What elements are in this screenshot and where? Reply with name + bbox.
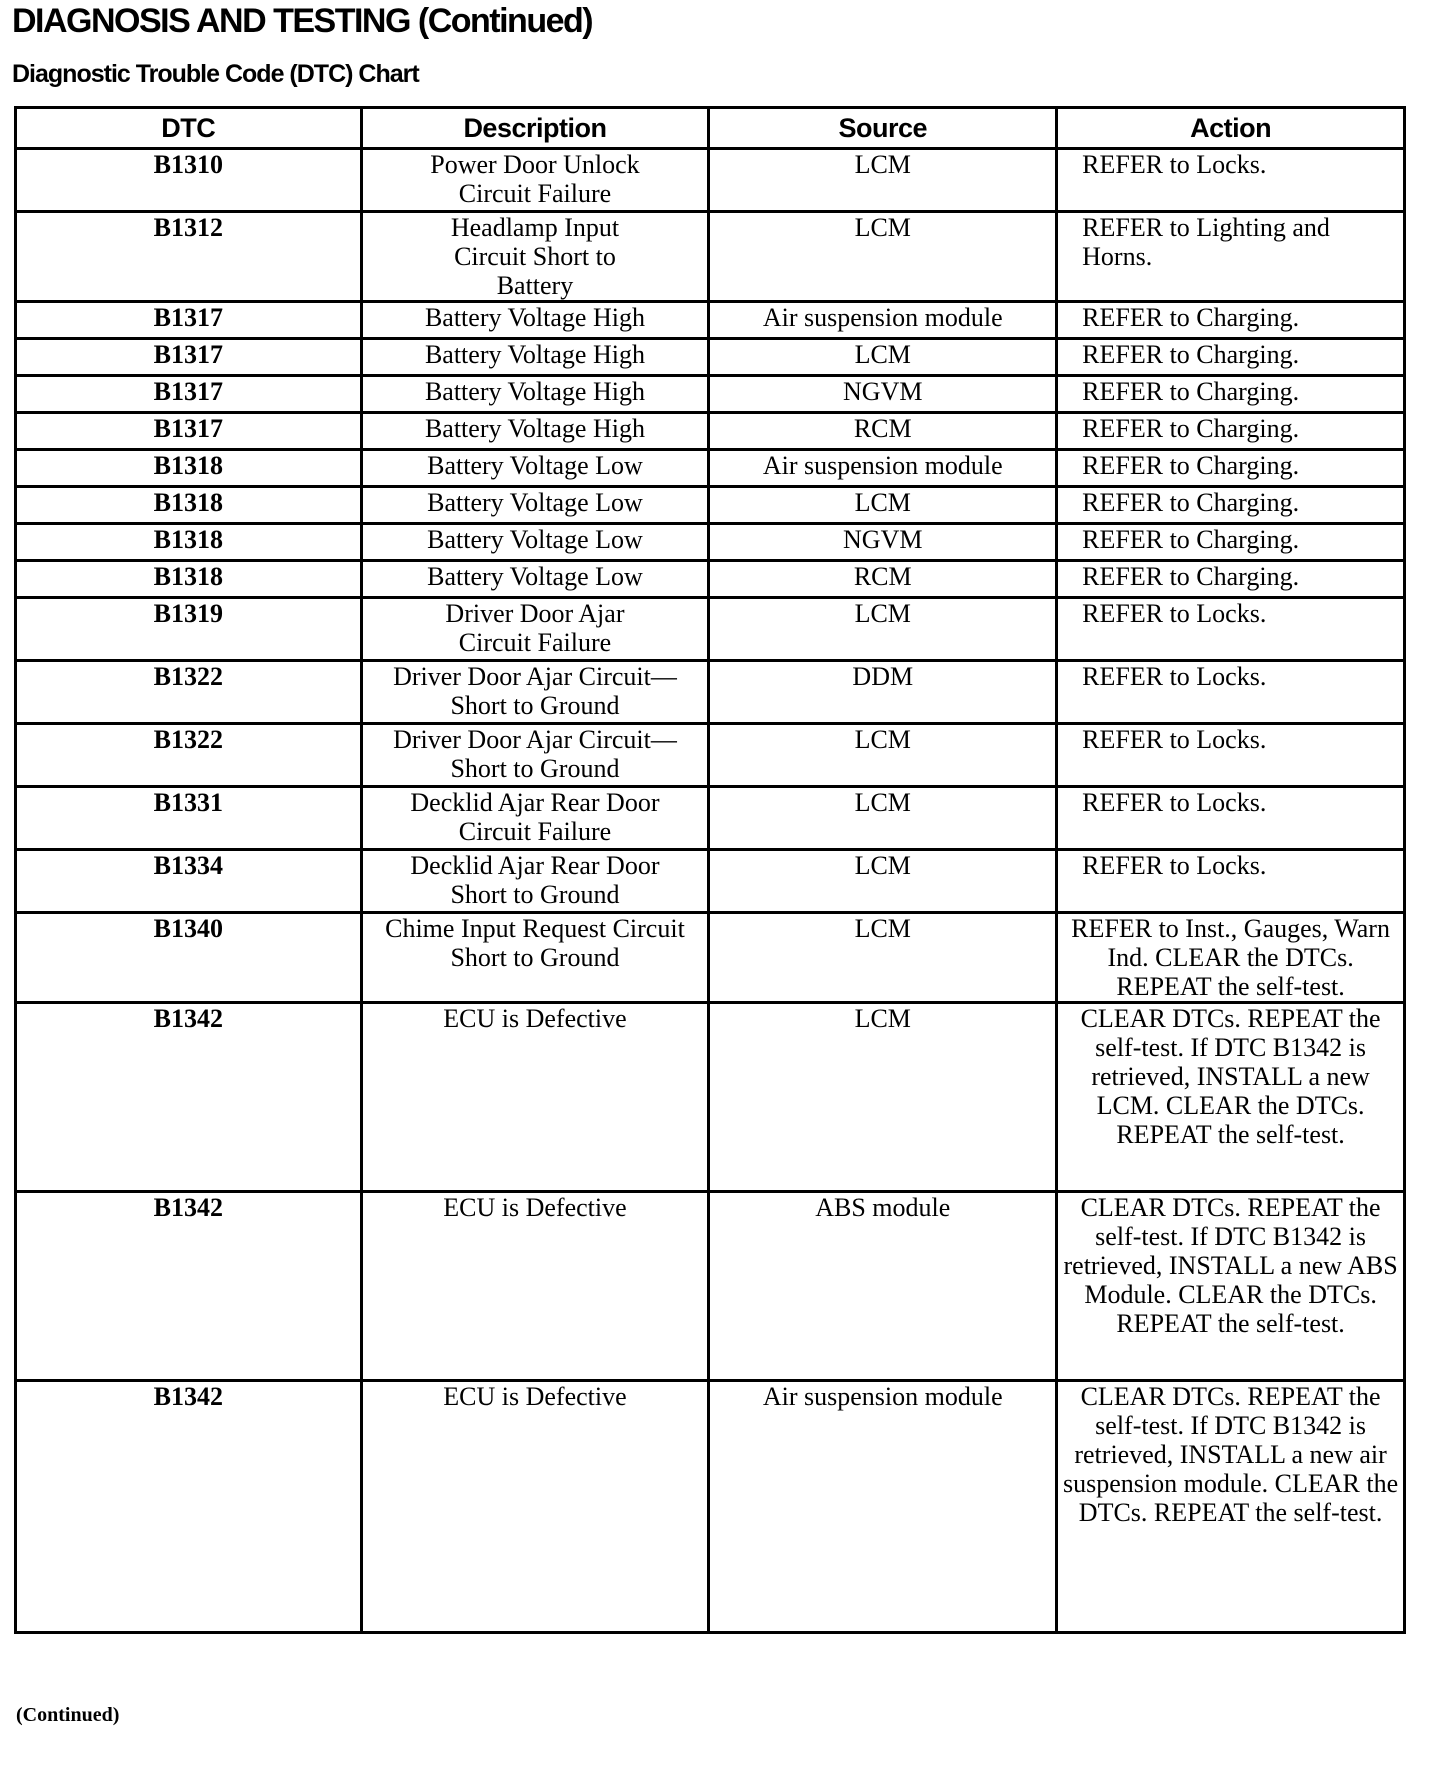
column-header-action: Action — [1057, 108, 1405, 149]
action-text: REFER to Charging. — [1082, 303, 1300, 332]
description: ECU is Defective — [361, 1381, 709, 1633]
action — [1057, 413, 1405, 450]
description-text: Headlamp Input Circuit Short to Battery — [450, 213, 620, 300]
source: DDM — [709, 661, 1057, 724]
dtc-code: B1310 — [16, 149, 362, 212]
description-text: Driver Door Ajar Circuit—Short to Ground — [393, 725, 677, 783]
table-row — [16, 561, 1405, 598]
table-row — [16, 661, 1405, 724]
description — [361, 913, 709, 1003]
action — [1057, 1381, 1405, 1633]
action — [1057, 913, 1405, 1003]
dtc-code: B1322 — [16, 724, 362, 787]
action-text: REFER to Charging. — [1082, 377, 1300, 406]
action-text: REFER to Locks. — [1082, 788, 1267, 817]
description-text: Decklid Ajar Rear Door Circuit Failure — [410, 788, 660, 846]
table-row — [16, 850, 1405, 913]
action — [1057, 524, 1405, 561]
source: LCM — [709, 850, 1057, 913]
action-text: REFER to Lighting and Horns. — [1082, 213, 1330, 271]
action-text: REFER to Charging. — [1082, 414, 1300, 443]
dtc-code: B1317 — [16, 413, 362, 450]
source: Air suspension module — [709, 1381, 1057, 1633]
description-text: Chime Input Request Circuit Short to Ground — [385, 914, 685, 972]
dtc-code: B1342 — [16, 1003, 362, 1192]
action-text: REFER to Locks. — [1082, 150, 1267, 179]
source: LCM — [709, 1003, 1057, 1192]
action — [1057, 1003, 1405, 1192]
table-row — [16, 724, 1405, 787]
action — [1057, 212, 1405, 302]
table-row — [16, 1003, 1405, 1192]
action-text: CLEAR DTCs. REPEAT the self-test. If DTC B1342 is retrieved, INSTALL a new ABS Module. CLEAR the DTCs. REPEAT the self-test. — [1063, 1193, 1398, 1338]
action-text: REFER to Locks. — [1082, 725, 1267, 754]
source: LCM — [709, 339, 1057, 376]
action-text: REFER to Inst., Gauges, Warn Ind. CLEAR the DTCs. REPEAT the self-test. — [1071, 914, 1390, 1001]
table-row — [16, 302, 1405, 339]
dtc-code: B1317 — [16, 376, 362, 413]
description — [361, 787, 709, 850]
dtc-code: B1342 — [16, 1381, 362, 1633]
dtc-code: B1334 — [16, 850, 362, 913]
action — [1057, 302, 1405, 339]
source: NGVM — [709, 376, 1057, 413]
dtc-code: B1318 — [16, 524, 362, 561]
table-row — [16, 450, 1405, 487]
action-text: REFER to Charging. — [1082, 340, 1300, 369]
dtc-code: B1331 — [16, 787, 362, 850]
action-text: REFER to Charging. — [1082, 562, 1300, 591]
column-header-source: Source — [709, 108, 1057, 149]
source: LCM — [709, 598, 1057, 661]
action — [1057, 376, 1405, 413]
action-text: REFER to Locks. — [1082, 851, 1267, 880]
action-text: CLEAR DTCs. REPEAT the self-test. If DTC B1342 is retrieved, INSTALL a new LCM. CLEAR the DTCs. REPEAT the self-test. — [1080, 1004, 1381, 1149]
description-text: Driver Door Ajar Circuit Failure — [445, 599, 625, 657]
action-text: REFER to Charging. — [1082, 525, 1300, 554]
action-text: CLEAR DTCs. REPEAT the self-test. If DTC B1342 is retrieved, INSTALL a new air suspension module. CLEAR the DTCs. REPEAT the self-test. — [1063, 1382, 1399, 1527]
description: Battery Voltage High — [361, 413, 709, 450]
continued-note: (Continued) — [16, 1704, 120, 1726]
source: RCM — [709, 413, 1057, 450]
table-row — [16, 787, 1405, 850]
column-header-dtc: DTC — [16, 108, 362, 149]
dtc-code: B1319 — [16, 598, 362, 661]
table-row — [16, 1192, 1405, 1381]
dtc-code: B1318 — [16, 561, 362, 598]
page-title: DIAGNOSIS AND TESTING (Continued) — [12, 2, 593, 40]
source: RCM — [709, 561, 1057, 598]
action — [1057, 450, 1405, 487]
dtc-code: B1312 — [16, 212, 362, 302]
action — [1057, 149, 1405, 212]
table-header-row — [16, 108, 1405, 149]
action — [1057, 561, 1405, 598]
source: LCM — [709, 149, 1057, 212]
table-row — [16, 149, 1405, 212]
description: Battery Voltage High — [361, 376, 709, 413]
source: LCM — [709, 212, 1057, 302]
table-row — [16, 598, 1405, 661]
dtc-chart-table — [14, 106, 1406, 1634]
dtc-code: B1318 — [16, 487, 362, 524]
source: Air suspension module — [709, 302, 1057, 339]
table-row — [16, 212, 1405, 302]
action — [1057, 1192, 1405, 1381]
description: Battery Voltage Low — [361, 450, 709, 487]
source: NGVM — [709, 524, 1057, 561]
description: ECU is Defective — [361, 1192, 709, 1381]
description — [361, 598, 709, 661]
action — [1057, 339, 1405, 376]
table-row — [16, 413, 1405, 450]
source: ABS module — [709, 1192, 1057, 1381]
table-row — [16, 913, 1405, 1003]
action — [1057, 850, 1405, 913]
action — [1057, 487, 1405, 524]
description: Battery Voltage Low — [361, 487, 709, 524]
dtc-code: B1317 — [16, 339, 362, 376]
dtc-code: B1340 — [16, 913, 362, 1003]
action — [1057, 661, 1405, 724]
table-row — [16, 524, 1405, 561]
action-text: REFER to Locks. — [1082, 662, 1267, 691]
description: Battery Voltage High — [361, 302, 709, 339]
table-row — [16, 376, 1405, 413]
dtc-code: B1342 — [16, 1192, 362, 1381]
column-header-description: Description — [361, 108, 709, 149]
description — [361, 661, 709, 724]
source: LCM — [709, 787, 1057, 850]
dtc-code: B1318 — [16, 450, 362, 487]
dtc-code: B1322 — [16, 661, 362, 724]
table-row — [16, 1381, 1405, 1633]
source: LCM — [709, 487, 1057, 524]
description — [361, 149, 709, 212]
description-text: Decklid Ajar Rear Door Short to Ground — [410, 851, 660, 909]
description-text: Power Door Unlock Circuit Failure — [430, 150, 640, 208]
description: Battery Voltage Low — [361, 561, 709, 598]
table-row — [16, 339, 1405, 376]
action-text: REFER to Locks. — [1082, 599, 1267, 628]
chart-subtitle: Diagnostic Trouble Code (DTC) Chart — [12, 60, 419, 88]
description: ECU is Defective — [361, 1003, 709, 1192]
source: LCM — [709, 913, 1057, 1003]
source: Air suspension module — [709, 450, 1057, 487]
action — [1057, 724, 1405, 787]
table-row — [16, 487, 1405, 524]
description: Battery Voltage Low — [361, 524, 709, 561]
action-text: REFER to Charging. — [1082, 451, 1300, 480]
action-text: REFER to Charging. — [1082, 488, 1300, 517]
action — [1057, 598, 1405, 661]
description — [361, 724, 709, 787]
description — [361, 850, 709, 913]
action — [1057, 787, 1405, 850]
description-text: Driver Door Ajar Circuit—Short to Ground — [393, 662, 677, 720]
dtc-code: B1317 — [16, 302, 362, 339]
description: Battery Voltage High — [361, 339, 709, 376]
description — [361, 212, 709, 302]
source: LCM — [709, 724, 1057, 787]
